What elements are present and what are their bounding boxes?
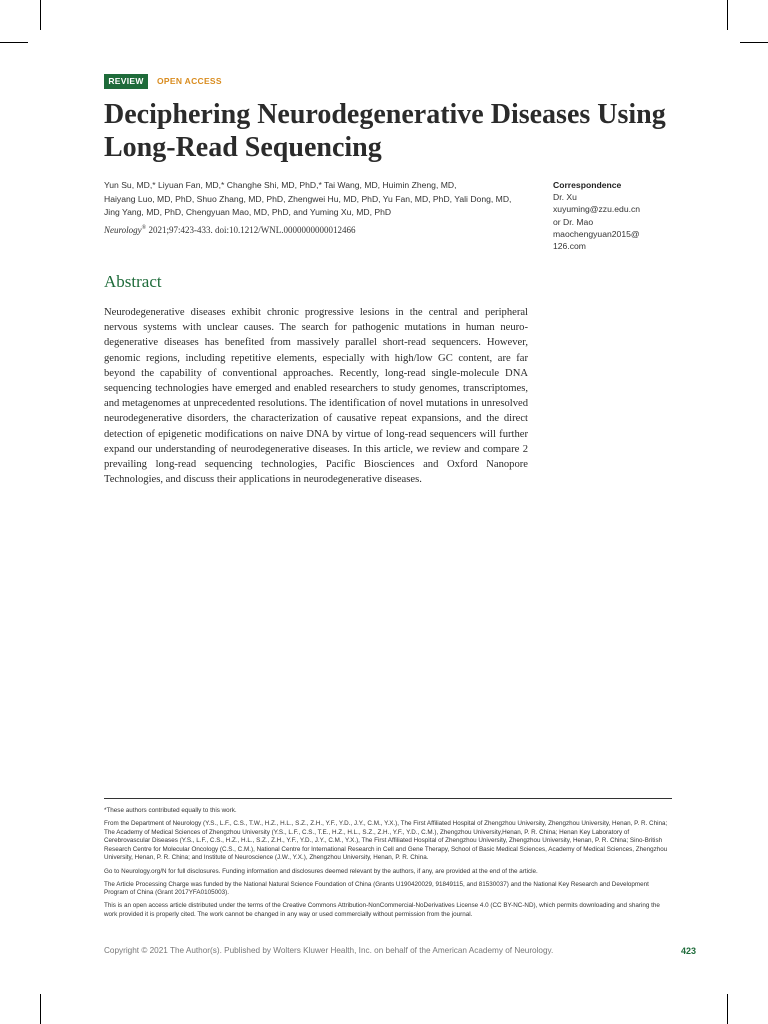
footnotes	[104, 807, 672, 924]
open-access-tag: OPEN ACCESS	[157, 76, 222, 86]
review-tag: REVIEW	[104, 74, 148, 89]
crop-mark	[40, 0, 41, 30]
abstract-text: Neurodegenerative diseases exhibit chronic progressive lesions in the central and peripheral nervous systems with unclear causes. The search for pathogenic mutations in human neurodegenerative diseases has benefited from massively parallel short-read sequencers. However, genomic regions, including repetitive elements, especially with high/low GC content, are far beyond the capability of conventional approaches. Recently, long-read single-molecule DNA sequencing technologies have emerged and enabled researchers to study genomes, transcriptomes, and metagenomes at unprecedented resolutions. The identification of novel mutations in unresolved neurodegenerative disorders, the characterization of causative repeat expansions, and the direct detection of epigenetic modifications on naive DNA by virtue of long-read sequencers will further expand our understanding of neurodegenerative diseases. In this article, we review and compare 2 prevailing long-read sequencing technologies, Pacific Biosciences and Oxford Nanopore Technologies, and discuss their applications in neurodegenerative diseases.	[104, 307, 528, 486]
footnote: Go to Neurology.org/N for full disclosures. Funding information and disclosures deemed relevant by the authors, if any, are provided at the end of the article.	[104, 867, 538, 875]
correspondence-line: or Dr. Mao	[553, 216, 594, 227]
crop-mark	[0, 42, 28, 43]
crop-mark	[727, 994, 728, 1024]
registered-mark: ®	[141, 225, 147, 231]
footnote: This is an open access article distributed under the terms of the Creative Commons Attribution-NonCommercial-NoDerivatives License 4.0 (CC BY-NC-ND), which permits downloading and sharing the work provided it is properly cited. The work cannot be changed in any way or used commercially without permission from the journal.	[104, 902, 660, 918]
correspondence-email[interactable]: xuyuming@zzu.edu.cn	[553, 204, 641, 215]
footnote: *These authors contributed equally to this work.	[104, 807, 237, 814]
crop-mark	[727, 0, 728, 30]
correspondence-email[interactable]: 126.com	[553, 241, 586, 252]
correspondence-block	[553, 179, 673, 252]
abstract-heading: Abstract	[104, 272, 162, 291]
footnote: From the Department of Neurology (Y.S., L.F., C.S., T.W., H.Z., H.L., S.Z., Z.H., Y.F., Y.D., J.Y., C.M., Y.X.), The First Affiliated Hospital of Zhengzhou University, Zhengzhou University, Henan, P. R. China; The Academy of Medical Sciences of Zhengzhou University (Y.S., L.F., C.S., T.E., H.Z., H.L., S.Z., Z.H., Y.F., Y.D., C.M.), Zhengzhou University,Henan, P. R. China; Henan Key Laboratory of Cerebrovascular Diseases (Y.S., L.F., C.S., H.Z., H.L., S.Z., Z.H., Y.F., Y.D., J.Y., C.M., Y.X.), The First Affiliated Hospital of Zhengzhou University, Zhengzhou University, Henan, P. R. China; Sino-British Research Centre for Molecular Oncology (C.S., C.M.), National Centre for International Research in Cell and Gene Therapy, School of Basic Medical Sciences, Academy of Medical Sciences, Zhengzhou University, Henan, P. R. China; and Institute of Neuroscience (J.W., Y.X.), Zhengzhou University, Henan, P. R. China.	[104, 820, 668, 862]
correspondence-line: Dr. Xu	[553, 192, 577, 203]
journal-name: Neurology	[104, 225, 142, 235]
footnote: The Article Processing Charge was funded by the National Natural Science Foundation of China (Grants U190420029, 91849115, and 81530037) and the National Key Research and Development Program of China (Grant 2017YFA0105003).	[104, 880, 649, 897]
correspondence-heading: Correspondence	[553, 180, 622, 190]
author-line: Jing Yang, MD, PhD, Chengyuan Mao, MD, PhD, and Yuming Xu, MD, PhD	[104, 207, 392, 217]
page-number: 423	[681, 946, 697, 956]
crop-mark	[740, 42, 768, 43]
citation	[104, 225, 534, 235]
footnote-divider	[104, 798, 672, 799]
citation-details: 2021;97:423-433. doi:10.1212/WNL.0000000000012466	[146, 225, 356, 235]
article-title: Deciphering Neurodegenerative Diseases Using Long-Read Sequencing	[104, 99, 666, 163]
crop-mark	[40, 994, 41, 1024]
author-list	[104, 179, 534, 220]
author-line: Yun Su, MD,* Liyuan Fan, MD,* Changhe Shi, MD, PhD,* Tai Wang, MD, Huimin Zheng, MD,	[104, 180, 457, 190]
author-line: Haiyang Luo, MD, PhD, Shuo Zhang, MD, PhD, Zhengwei Hu, MD, PhD, Yu Fan, MD, PhD, Yali Dong, MD,	[104, 193, 512, 204]
correspondence-email[interactable]: maochengyuan2015@	[553, 228, 640, 239]
copyright-notice: Copyright © 2021 The Author(s). Published by Wolters Kluwer Health, Inc. on behalf of the American Academy of Neurology.	[104, 946, 554, 955]
